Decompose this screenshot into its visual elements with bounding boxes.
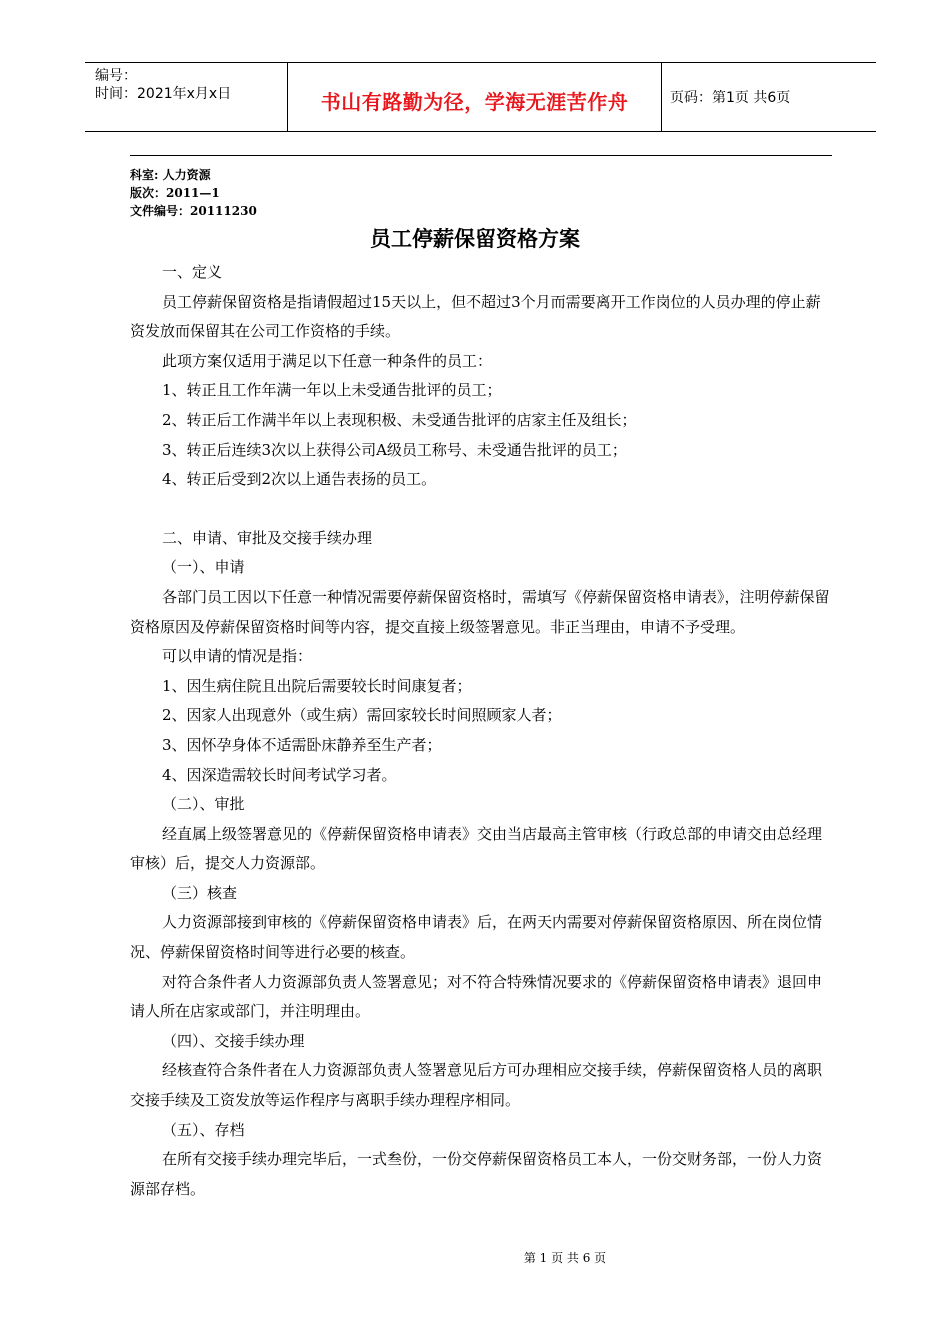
page-footer bbox=[0, 1249, 950, 1266]
list-item: 4、转正后受到2次以上通告表扬的员工。 bbox=[162, 470, 437, 489]
paragraph: 对符合条件者人力资源部负责人签署意见；对不符合特殊情况要求的《停薪保留资格申请表》退回申请人所在店家或部门，并注明理由。 bbox=[130, 972, 823, 1021]
paragraph: 在所有交接手续办理完毕后，一式叁份，一份交停薪保留资格员工本人，一份交财务部，一份人力资源部存档。 bbox=[130, 1150, 823, 1198]
subsection-heading: （二）、审批 bbox=[162, 795, 245, 814]
section-heading: 一、定义 bbox=[162, 263, 223, 281]
subsection-heading: （五）、存档 bbox=[162, 1120, 245, 1139]
list-item: 1、转正且工作年满一年以上未受通告批评的员工； bbox=[162, 381, 502, 400]
motto-text: 书山有路勤为径，学海无涯苦作舟 bbox=[320, 90, 629, 114]
subsection-heading: （一）、申请 bbox=[162, 558, 245, 577]
list-item: 2、转正后工作满半年以上表现积极、未受通告批评的店家主任及组长； bbox=[162, 410, 637, 429]
list-item: 4、因深造需较长时间考试学习者。 bbox=[162, 765, 397, 784]
list-item: 1、因生病住院且出院后需要较长时间康复者； bbox=[162, 676, 472, 695]
header-info bbox=[95, 67, 285, 103]
list-item: 2、因家人出现意外（或生病）需回家较长时间照顾家人者； bbox=[162, 706, 562, 725]
subsection-heading: （三）核查 bbox=[162, 883, 238, 902]
file-number-label: 文件编号：20111230 bbox=[130, 204, 257, 218]
document-header bbox=[85, 62, 876, 132]
paragraph: 此项方案仅适用于满足以下任意一种条件的员工： bbox=[162, 351, 493, 370]
paragraph: 人力资源部接到审核的《停薪保留资格申请表》后，在两天内需要对停薪保留资格原因、所在岗位情况、停薪保留资格时间等进行必要的核查。 bbox=[130, 913, 823, 962]
paragraph: 经核查符合条件者在人力资源部负责人签署意见后方可办理相应交接手续，停薪保留资格人员的离职交接手续及工资发放等运作程序与离职手续办理程序相同。 bbox=[130, 1061, 823, 1110]
document-meta bbox=[130, 166, 257, 220]
department-label: 科室: 人力资源 bbox=[130, 168, 211, 182]
header-divider bbox=[130, 155, 832, 156]
footer-page-number: 第 1 页 共 6 页 bbox=[523, 1251, 607, 1265]
header-motto-cell bbox=[287, 63, 662, 131]
paragraph: 员工停薪保留资格是指请假超过15天以上，但不超过3个月而需要离开工作岗位的人员办理的停止薪资发放而保留其在公司工作资格的手续。 bbox=[130, 292, 821, 341]
list-item: 3、因怀孕身体不适需卧床静养至生产者； bbox=[162, 735, 442, 754]
document-body bbox=[130, 258, 835, 1204]
list-item: 3、转正后连续3次以上获得公司A级员工称号、未受通告批评的员工； bbox=[162, 440, 627, 459]
time-label: 时间：2021年x月x日 bbox=[95, 86, 232, 102]
paragraph: 经直属上级签署意见的《停薪保留资格申请表》交由当店最高主管审核（行政总部的申请交由总经理审核）后，提交人力资源部。 bbox=[130, 824, 823, 873]
subsection-heading: （四）、交接手续办理 bbox=[162, 1031, 305, 1050]
serial-number-label: 编号： bbox=[95, 68, 137, 84]
version-label: 版次：2011—1 bbox=[130, 186, 220, 200]
paragraph: 可以申请的情况是指： bbox=[162, 647, 313, 666]
section-heading: 二、申请、审批及交接手续办理 bbox=[162, 528, 373, 547]
document-title: 员工停薪保留资格方案 bbox=[370, 227, 580, 251]
spacer bbox=[130, 495, 835, 524]
page-indicator: 页码：第1页 共6页 bbox=[670, 90, 791, 106]
paragraph: 各部门员工因以下任意一种情况需要停薪保留资格时，需填写《停薪保留资格申请表》，注明停薪保留资格原因及停薪保留资格时间等内容，提交直接上级签署意见。非正当理由，申请不予受理。 bbox=[130, 587, 830, 636]
